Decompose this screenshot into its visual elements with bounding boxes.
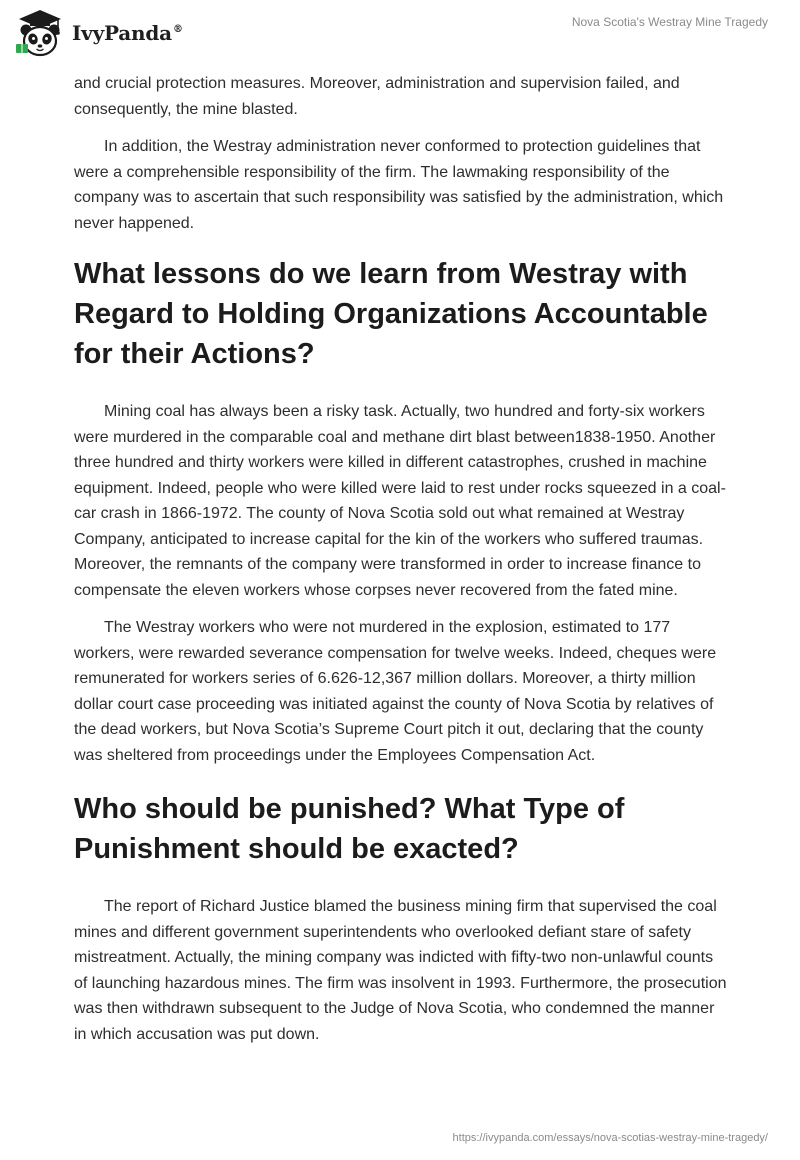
source-url[interactable]: https://ivypanda.com/essays/nova-scotias-westray-mine-tragedy/	[452, 1132, 768, 1144]
registered-mark: ®	[172, 24, 183, 36]
paragraph: The Westray workers who were not murdered in the explosion, estimated to 177 workers, were rewarded severance compensation for twelve weeks. Indeed, cheques were remunerated for workers series of 6.626-12,367 million dollars. Moreover, a thirty million dollar court case proceeding was initiated against the county of Nova Scotia by relatives of the dead workers, but Nova Scotia’s Supreme Court pitch it out, declaring that the county was sheltered from proceedings under the Employees Compensation Act.	[74, 619, 717, 764]
brand-logo[interactable]	[14, 8, 183, 58]
section-heading: Who should be punished? What Type of Punishment should be exacted?	[74, 793, 625, 865]
document-title: Nova Scotia's Westray Mine Tragedy	[571, 15, 768, 29]
panda-graduate-icon	[14, 8, 66, 58]
paragraph: The report of Richard Justice blamed the business mining firm that supervised the coal mines and different government superintendents who overlooked defiant stare of safety mistreatment. Actually, the mining company was indicted with fifty-two non-unlawful counts of launching hazardous mines. The firm was insolvent in 1993. Furthermore, the prosecution was then withdrawn subsequent to the Judge of Nova Scotia, who condemned the manner in which accusation was put down.	[74, 898, 727, 1043]
brand-name: IvyPanda®	[72, 21, 183, 45]
paragraph: In addition, the Westray administration never conformed to protection guidelines that were a comprehensible responsibility of the firm. The lawmaking responsibility of the company was to ascertain that such responsibility was satisfied by the administration, which never happened.	[74, 138, 724, 232]
paragraph: and crucial protection measures. Moreover, administration and supervision failed, and consequently, the mine blasted.	[74, 75, 680, 118]
essay-body	[74, 71, 728, 1047]
section-heading: What lessons do we learn from Westray with Regard to Holding Organizations Accountable for their Actions?	[74, 258, 708, 370]
paragraph: Mining coal has always been a risky task. Actually, two hundred and forty-six workers were murdered in the comparable coal and methane dirt blast between1838-1950. Another three hundred and thirty workers were killed in different catastrophes, crushed in machine equipment. Indeed, people who were killed were laid to rest under rocks squeezed in a coal-car crash in 1866-1972. The county of Nova Scotia sold out what remained at Westray Company, anticipated to increase capital for the kin of the workers who suffered traumas. Moreover, the remnants of the company were transformed in order to increase finance to compensate the eleven workers whose corpses never recovered from the fated mine.	[74, 403, 726, 599]
page-header	[0, 0, 800, 70]
